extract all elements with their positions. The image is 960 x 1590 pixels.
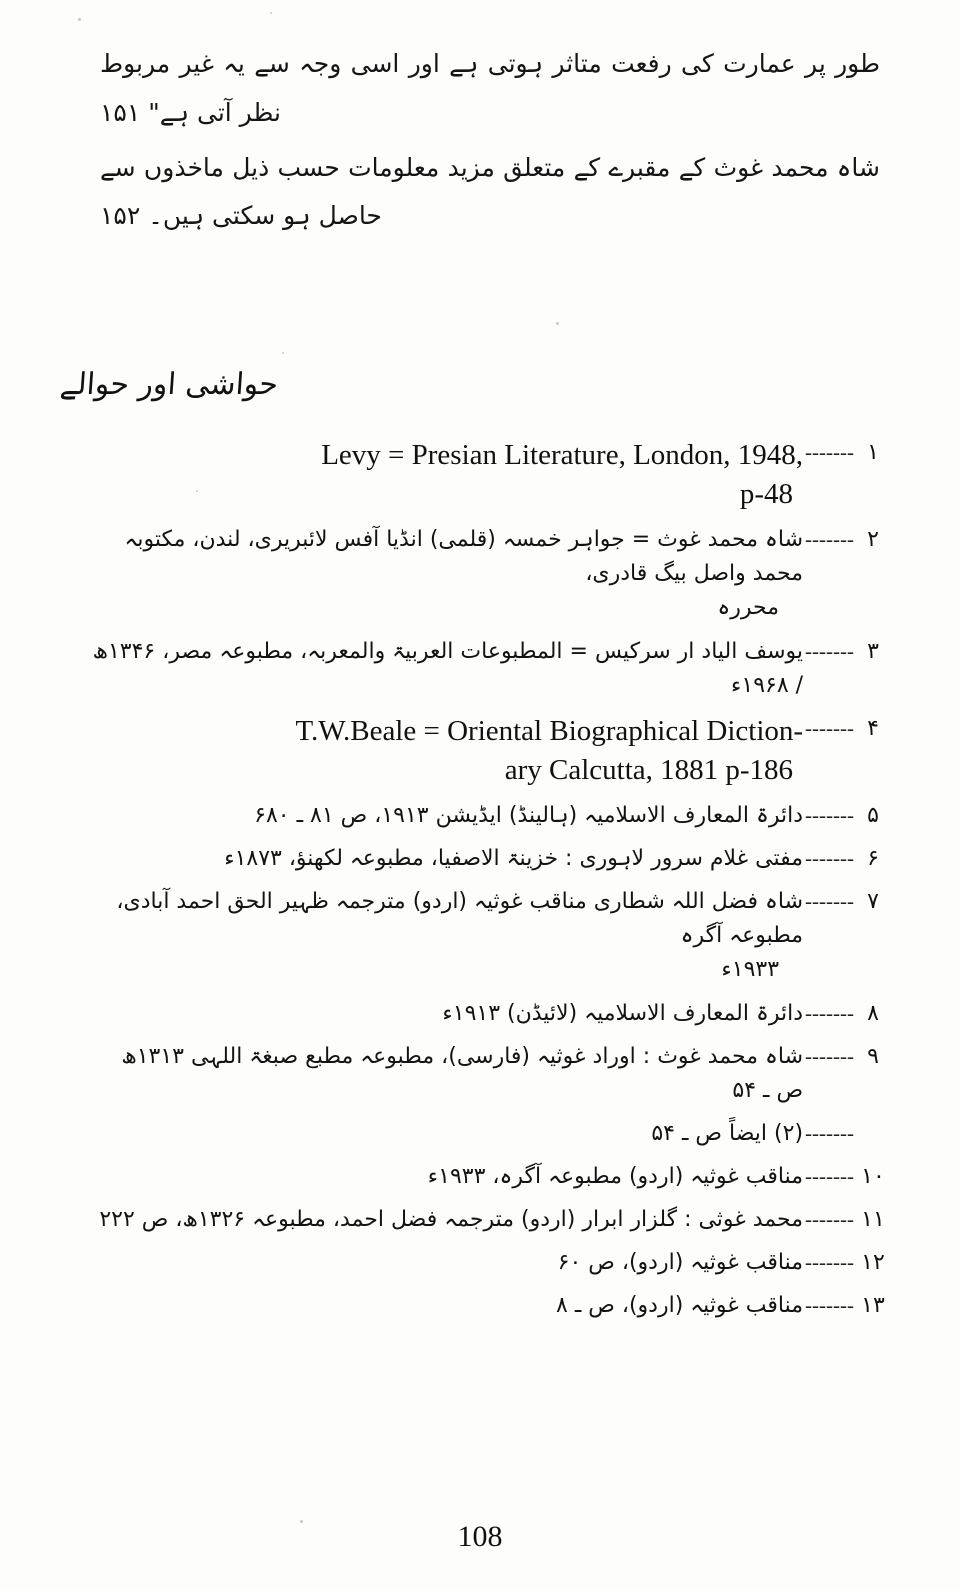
note-text: مناقب غوثیہ (اردو)، ص ـ ۸ [556, 1293, 804, 1319]
body-paragraph-1: طور پر عمارت کی رفعت متاثر ہوتی ہے اور اسی وجہ سے یہ غیر مربوط نظر آتی ہے" ۱۵۱ [100, 49, 880, 127]
note-text: (۲) ایضاً ص ـ ۵۴ [651, 1120, 804, 1146]
section-heading [60, 367, 900, 402]
list-item [90, 712, 890, 790]
note-text: شاہ محمد غوث : اوراد غوثیہ (فارسی)، مطبوعہ مطبع صبغۃ اللہی ۱۳۱۳ھ ص ـ ۵۴ [121, 1043, 804, 1103]
note-text-line1: Levy = Presian Literature, London, 1948, [321, 439, 804, 471]
list-item [90, 436, 890, 514]
note-number: ۹ [867, 1043, 879, 1069]
note-text: دائرۃ المعارف الاسلامیہ (لائیڈن) ۱۹۱۳ء [442, 1000, 804, 1026]
note-text: محمد غوثی : گلزار ابرار (اردو) مترجمہ فضل احمد، مطبوعہ ۱۳۲۶ھ، ص ۲۲۲ [99, 1206, 804, 1232]
list-item [90, 885, 890, 987]
page-number: 108 [457, 1520, 503, 1553]
note-dashes: ------- [805, 715, 854, 740]
note-text-line2: ary Calcutta, 1881 p-186 [504, 753, 794, 786]
vertical-spacer [60, 247, 900, 367]
scan-speckle [78, 18, 81, 21]
list-item [90, 1160, 890, 1194]
list-item [90, 842, 890, 876]
note-number: ۱۰ [861, 1163, 885, 1189]
list-item [90, 799, 890, 833]
note-dashes: ------- [805, 846, 854, 871]
list-item [90, 1203, 890, 1237]
scan-speckle [270, 12, 272, 14]
note-number: ۱۳ [861, 1293, 885, 1319]
list-item [90, 1246, 890, 1280]
note-dashes: ------- [805, 889, 854, 914]
note-number: ۲ [867, 527, 879, 553]
list-item [90, 1040, 890, 1108]
note-text-line2: محررہ [717, 595, 780, 621]
note-text [90, 523, 803, 625]
note-text-line2: p-48 [739, 478, 794, 511]
note-dashes: ------- [805, 440, 854, 464]
note-text-line2: ۱۹۳۳ء [721, 957, 780, 983]
note-text: مناقب غوثیہ (اردو)، ص ۶۰ [557, 1250, 804, 1276]
note-dashes: ------- [805, 1206, 854, 1231]
body-paragraph-2: شاہ محمد غوث کے مقبرے کے متعلق مزید معلومات حسب ذیل ماخذوں سے حاصل ہو سکتی ہیں۔ ۱۵۲ [100, 152, 880, 231]
body-text-block [100, 40, 880, 241]
note-text [90, 885, 803, 987]
note-text-line1: شاہ فضل اللہ شطاری مناقب غوثیہ (اردو) مترجمہ ظہیر الحق احمد آبادی، مطبوعہ آگرہ [116, 889, 804, 949]
note-number: ۴ [867, 715, 879, 741]
list-item [90, 1117, 890, 1151]
note-text: مناقب غوثیہ (اردو) مطبوعہ آگرہ، ۱۹۳۳ء [427, 1163, 804, 1189]
note-number: ۱ [867, 440, 879, 465]
note-number: ۱۲ [861, 1250, 885, 1276]
note-text-line1: شاہ محمد غوث = جواہر خمسہ (قلمی) انڈیا آفس لائبریری، لندن، مکتوبہ محمد واصل بیگ قادری، [124, 527, 804, 587]
note-number: ۳ [867, 638, 879, 664]
note-number: ۱۱ [861, 1206, 885, 1232]
note-number: ۶ [867, 846, 879, 872]
list-item [90, 523, 890, 625]
note-text: یوسف الیاد ار سرکیس = المطبوعات العربیۃ والمعربہ، مطبوعہ مصر، ۱۳۴۶ھ / ۱۹۶۸ء [92, 638, 804, 698]
note-dashes: ------- [805, 1250, 854, 1275]
list-item [90, 997, 890, 1031]
note-number: ۸ [867, 1000, 879, 1026]
note-dashes: ------- [805, 1043, 854, 1068]
note-text: مفتی غلام سرور لاہوری : خزینۃ الاصفیا، مطبوعہ لکھنؤ، ۱۸۷۳ء [224, 846, 804, 872]
note-number: ۷ [867, 889, 879, 915]
note-dashes: ------- [805, 1293, 854, 1318]
note-text [90, 436, 803, 514]
note-dashes: ------- [805, 1000, 854, 1025]
note-number: ۵ [867, 803, 879, 829]
note-text-line1: T.W.Beale = Oriental Biographical Diction- [295, 714, 804, 747]
notes-list [90, 436, 890, 1323]
note-dashes: ------- [805, 803, 854, 828]
note-dashes: ------- [805, 638, 854, 663]
list-item [90, 635, 890, 703]
note-text [90, 712, 803, 790]
section-heading-text: حواشی اور حوالے [58, 367, 280, 402]
note-dashes: ------- [805, 1163, 854, 1188]
note-dashes: ------- [805, 527, 854, 552]
list-item [90, 1289, 890, 1323]
note-text: دائرۃ المعارف الاسلامیہ (ہالینڈ) ایڈیشن ۱۹۱۳، ص ۸۱ ـ ۶۸۰ [254, 803, 804, 829]
note-dashes: ------- [805, 1120, 854, 1145]
